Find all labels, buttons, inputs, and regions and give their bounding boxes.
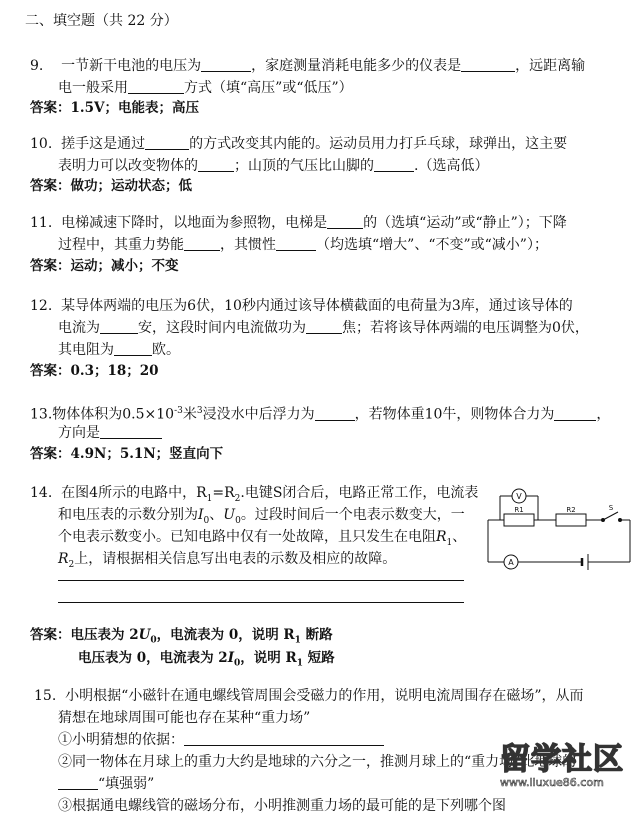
question-15-line-6: ③根据通电螺线管的磁场分布，小明推测重力场的最可能的是下列哪个图	[58, 798, 506, 814]
q9-blank-1[interactable]	[201, 57, 251, 72]
q10-number: 10.	[30, 136, 53, 152]
q15-text: ①小明猜想的依据：	[58, 732, 184, 748]
q12-blank-1[interactable]	[100, 319, 138, 334]
watermark-brand: 留学社区	[500, 742, 624, 777]
q14-text: 和电压表的示数分别为	[58, 507, 198, 523]
q11-text: ，其惯性	[220, 237, 276, 253]
q13-text: 物体体积为0.5×10	[52, 406, 175, 423]
switch-label: S	[608, 504, 614, 512]
ammeter-label: A	[508, 558, 514, 567]
q14-answer-text: 断路	[300, 627, 333, 643]
q13-blank-2[interactable]	[554, 406, 596, 421]
r1-label: R1	[514, 506, 524, 514]
q15-blank-2[interactable]	[58, 775, 98, 790]
q9-answer: 答案：1.5V；电能表；高压	[30, 100, 199, 116]
question-9-line-1	[30, 57, 585, 75]
q9-text: 电一般采用	[58, 80, 128, 96]
r2-label: R2	[566, 506, 576, 514]
question-14-line-3	[58, 528, 466, 552]
q13-text: 方向是	[58, 425, 100, 441]
question-14-line-2	[58, 506, 465, 530]
q10-blank-1[interactable]	[145, 135, 189, 150]
q9-number: 9.	[30, 58, 44, 74]
q15-number: 15.	[34, 688, 57, 704]
question-12-line-3	[58, 341, 180, 359]
q14-answer-2	[78, 649, 335, 673]
q12-blank-3[interactable]	[114, 341, 152, 356]
q13-text: ，若物体重10牛，则物体合力为	[354, 406, 555, 423]
question-11-line-2	[58, 236, 548, 254]
watermark-url: www.liuxue86.com	[500, 776, 604, 789]
q11-text: 的（选填“运动”或“静止”）；下降	[363, 215, 567, 231]
q14-text: 个电表示数变小。已知电路中仅有一处故障，且只发生在电阻	[58, 529, 436, 545]
q12-text: 欧。	[152, 342, 180, 358]
site-watermark	[500, 744, 638, 796]
q14-subscript: 2	[234, 493, 241, 504]
question-13-line-2	[58, 424, 162, 442]
q9-blank-3[interactable]	[128, 79, 184, 94]
question-15-line-3	[58, 731, 384, 749]
q11-blank-3[interactable]	[276, 236, 316, 251]
resistor-r2	[556, 514, 586, 526]
q14-text: 。过段时间后一个电表示数变大，一	[240, 507, 465, 523]
question-15-line-5	[58, 775, 154, 793]
q15-text: “填强弱”	[98, 776, 155, 792]
q10-text: .（选高低）	[414, 158, 489, 174]
q14-answer-line-2[interactable]	[58, 602, 464, 603]
q14-text: 、	[452, 529, 467, 545]
q14-answer-text: 答案：电压表为 2	[30, 627, 139, 643]
q12-answer: 答案：0.3；18；20	[30, 363, 159, 379]
q13-blank-3[interactable]	[100, 424, 162, 439]
q12-text: 其电阻为	[58, 342, 114, 358]
resistor-r1	[504, 514, 534, 526]
q13-text: 浸没水中后浮力为	[202, 406, 315, 423]
q15-blank-1[interactable]	[184, 731, 384, 746]
q14-number: 14.	[30, 485, 53, 501]
question-11-line-1	[30, 214, 567, 232]
q14-answer-subscript: 0	[234, 658, 241, 669]
q14-answer-text: 电压表为 0，电流表为 2	[78, 650, 228, 666]
q14-subscript: 2	[68, 559, 75, 570]
q13-text: ，	[596, 406, 611, 423]
q11-answer: 答案：运动；减小；不变	[30, 258, 179, 274]
q12-text: 焦；若将该导体两端的电压调整为0伏，	[342, 320, 589, 336]
q14-answer-subscript: 1	[294, 635, 301, 646]
q14-subscript: 0	[235, 515, 241, 526]
q14-text: 上，请根据相关信息写出电表的示数及相应的故障。	[74, 551, 397, 567]
q10-text: 表明力可以改变物体的	[58, 158, 198, 174]
q12-text: 电流为	[58, 320, 100, 336]
q12-text: 安，这段时间内电流做功为	[138, 320, 306, 336]
question-15-line-1	[34, 687, 583, 705]
q11-text: 过程中，其重力势能	[58, 237, 184, 253]
q10-text: 的方式改变其内能的。运动员用力打乒乓球，球弹出，这主要	[189, 136, 568, 152]
q14-symbol: R	[58, 551, 69, 567]
q13-exponent: -3	[174, 406, 183, 416]
q9-text: ，远距离输	[515, 58, 586, 74]
q14-symbol: R	[436, 529, 447, 545]
question-12-line-2	[58, 319, 589, 337]
q9-text: 一节新干电池的电压为	[61, 58, 202, 74]
circuit-diagram	[484, 484, 634, 580]
q13-blank-1[interactable]	[315, 406, 355, 421]
q10-answer: 答案：做功；运动状态；低	[30, 178, 192, 194]
question-14-line-4	[58, 550, 396, 574]
q11-text: （均选填“增大”、“不变”或“减小”）；	[316, 237, 548, 253]
q12-text: 某导体两端的电压为6伏，10秒内通过该导体横截面的电荷量为3库，通过该导体的	[61, 298, 573, 314]
q14-answer-symbol: U	[138, 627, 151, 643]
q14-answer-subscript: 1	[296, 658, 303, 669]
q14-answer-symbol: I	[227, 650, 235, 666]
q10-text: ；山顶的气压比山脚的	[234, 158, 374, 174]
q14-answer-text: ，电流表为 0，说明 R	[156, 627, 295, 643]
q12-blank-2[interactable]	[306, 319, 342, 334]
q14-answer-line-1[interactable]	[58, 580, 464, 581]
q14-text: .电键S闭合后，电路正常工作，电流表	[240, 485, 479, 501]
q14-answer-text: 短路	[302, 650, 335, 666]
section-title: 二、填空题（共 22 分）	[25, 13, 178, 29]
q13-answer: 答案：4.9N；5.1N；竖直向下	[30, 446, 224, 462]
question-15-line-2: 猜想在地球周围可能也存在某种“重力场”	[58, 710, 311, 726]
q14-subscript: 0	[203, 515, 210, 526]
q14-text: =R	[212, 485, 235, 501]
q12-number: 12.	[30, 298, 53, 314]
voltmeter-label: V	[516, 492, 522, 501]
q14-subscript: 1	[446, 537, 453, 548]
q9-text: ，家庭测量消耗电能多少的仪表是	[251, 58, 462, 74]
q10-text: 搓手这是通过	[61, 136, 146, 152]
q10-blank-2[interactable]	[198, 157, 234, 172]
question-12-line-1	[30, 297, 573, 315]
q14-text: 、	[209, 507, 224, 523]
q11-blank-1[interactable]	[327, 214, 363, 229]
q13-number: 13.	[30, 406, 53, 423]
q14-symbol: U	[223, 507, 236, 523]
q13-text: 米	[182, 406, 197, 423]
q9-text: 方式（填“高压”或“低压”）	[184, 80, 353, 96]
question-15-line-4: ②同一物体在月球上的重力大约是地球的六分之一，推测月球上的“重力场”比地球的	[58, 754, 577, 770]
q11-text: 电梯减速下降时，以地面为参照物，电梯是	[61, 215, 328, 231]
switch-lever	[603, 512, 618, 520]
q14-subscript: 1	[206, 493, 213, 504]
question-9-line-2	[58, 79, 353, 97]
q13-exponent: 3	[196, 406, 203, 416]
q10-blank-3[interactable]	[374, 157, 414, 172]
q14-answer-subscript: 0	[150, 635, 157, 646]
q14-text: 在图4所示的电路中，R	[61, 485, 207, 501]
question-10-line-1	[30, 135, 567, 153]
q9-blank-2[interactable]	[461, 57, 515, 72]
q11-blank-2[interactable]	[184, 236, 220, 251]
question-10-line-2	[58, 157, 488, 175]
q14-answer-text: ，说明 R	[240, 650, 297, 666]
q14-symbol: I	[198, 507, 204, 523]
question-13-line-1	[30, 402, 610, 424]
q11-number: 11.	[30, 215, 53, 231]
q15-text: 小明根据“小磁针在通电螺线管周围会受磁力的作用，说明电流周围存在磁场”，从而	[65, 688, 584, 704]
q14-answer-1	[30, 626, 333, 650]
question-14-line-1	[30, 484, 478, 508]
